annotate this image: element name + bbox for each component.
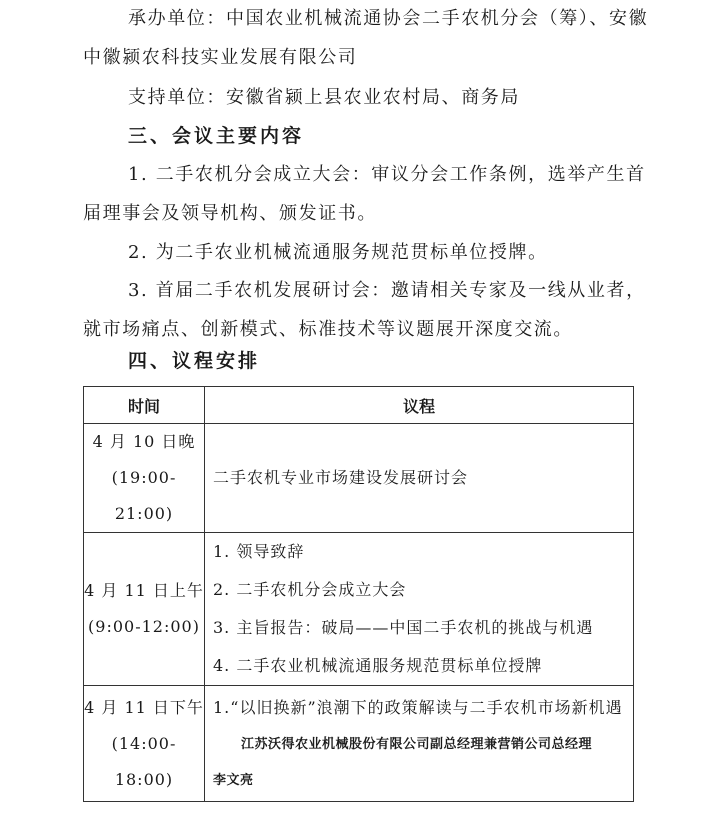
content-line-5: 就市场痛点、创新模式、标准技术等议题展开深度交流。 [83,319,573,340]
agenda-item: 3. 主旨报告：破局——中国二手农机的挑战与机遇 [213,618,594,637]
time-date: 4 月 11 日上午 [84,581,204,600]
agenda-item: 2. 二手农机分会成立大会 [213,580,407,599]
time-date: 4 月 11 日下午 [84,697,204,717]
content-line-3: 2. 为二手农业机械流通服务规范贯标单位授牌。 [128,242,548,263]
agenda-item: 1. 领导致辞 [213,542,305,561]
section-4-heading: 四、议程安排 [128,350,261,372]
organizer-line-1: 承办单位：中国农业机械流通协会二手农机分会（筹）、安徽 [128,8,649,29]
time-cell [84,533,205,686]
agenda-cell [205,686,634,802]
time-range: (19:00-21:00) [111,468,177,523]
content-line-1: 1. 二手农机分会成立大会：审议分会工作条例，选举产生首 [128,164,646,185]
agenda-cell [205,424,634,533]
section-3-heading: 三、会议主要内容 [128,125,305,147]
agenda-table [83,386,634,802]
header-agenda: 议程 [205,387,634,424]
table-row [84,533,634,686]
time-cell [84,424,205,533]
agenda-cell [205,533,634,686]
speaker-name: 李文亮 [213,772,254,788]
agenda-item: 4. 二手农业机械流通服务规范贯标单位授牌 [213,656,543,675]
speaker-org: 江苏沃得农业机械股份有限公司副总经理兼营销公司总经理 [241,736,593,752]
table-header-row [84,387,634,424]
time-range: (14:00-18:00) [111,733,177,789]
time-cell [84,686,205,802]
supporter-line: 支持单位：安徽省颍上县农业农村局、商务局 [128,87,520,108]
table-row [84,424,634,533]
table-row [84,686,634,802]
header-time: 时间 [84,387,205,424]
time-range: (9:00-12:00) [88,617,200,636]
organizer-line-2: 中徽颍农科技实业发展有限公司 [83,47,358,68]
content-line-4: 3. 首届二手农机发展研讨会：邀请相关专家及一线从业者， [128,280,646,301]
time-date: 4 月 10 日晚 [92,432,196,451]
agenda-item: 二手农机专业市场建设发展研讨会 [213,468,469,487]
agenda-item: 1.“以旧换新”浪潮下的政策解读与二手农机市场新机遇 [213,697,623,717]
content-line-2: 届理事会及领导机构、颁发证书。 [83,203,377,224]
